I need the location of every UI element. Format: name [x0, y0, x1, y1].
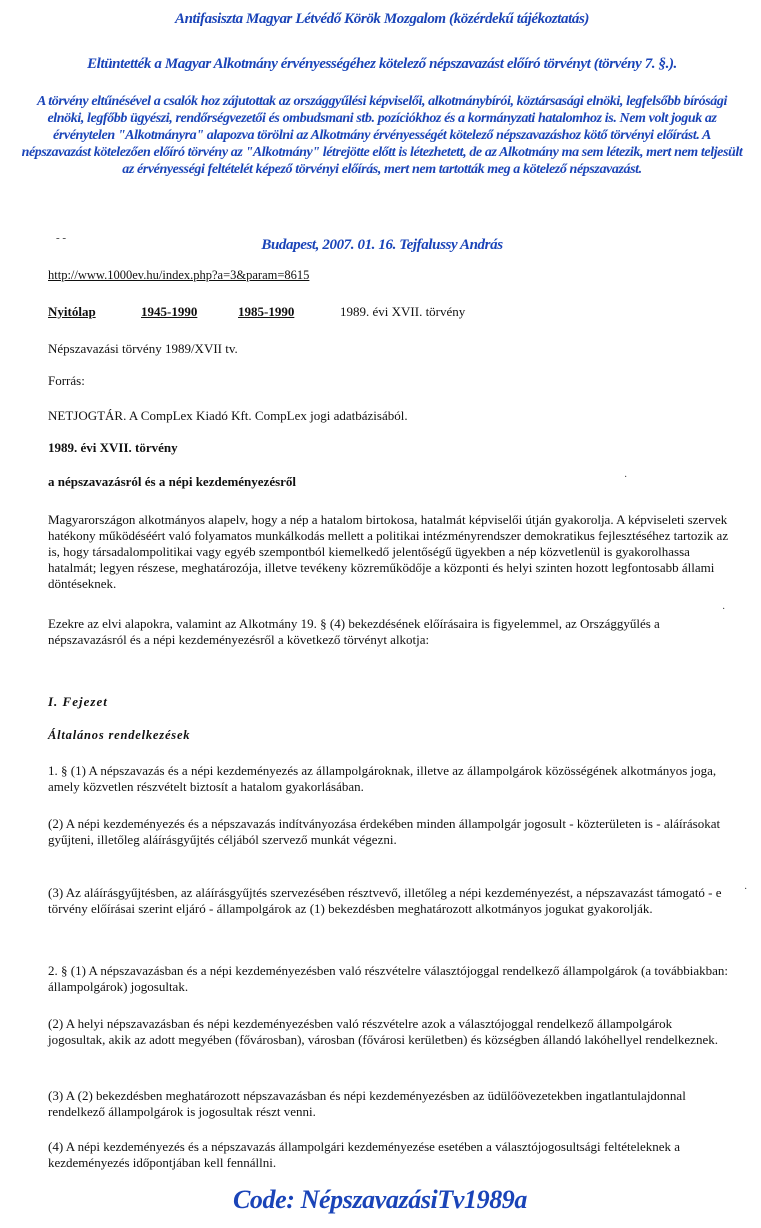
- footer-code: Code: NépszavazásiTv1989a: [232, 1185, 527, 1214]
- section-2-3: (3) A (2) bekezdésben meghatározott népszavazásban és népi kezdeményezésben az üdülőövezetekben ingatlantulajdonnal rendelkező állampolgárok is jogosultak részt venni.: [48, 1088, 686, 1119]
- nav-link-1985-1990[interactable]: 1985-1990: [238, 304, 295, 319]
- intro-paragraph: Magyarországon alkotmányos alapelv, hogy a nép a hatalom birtokosa, hatalmát képviselői útján gyakorolja. A képviseleti szervek hatékony működéséért való folyamatos munkálkodás mellett a politikai intézményrendszer demokratikus fejlesztéséhez tartozik az is, hogy társadalompolitikai vagy egyéb szempontból kiemelkedő jelentőségű ügyekben a nép közvetlenül is gyakorolhassa hatalmát; legyen részese, meghatározója, illetve tevékeny közreműködője a központi és helyi szinten hozott legfontosabb állami döntéseknek.: [48, 512, 729, 591]
- section-1-3: (3) Az aláírásgyűjtésben, az aláírásgyűjtés szervezésében résztvevő, illetőleg a népi kezdeményezést, a népszavazást támogató - e törvény előírásai szerint eljáró - állampolgárok az (1) bekezdésben meghatározott alkotmányos jogukat gyakorolják.: [48, 885, 722, 916]
- section-2-4: (4) A népi kezdeményezés és a népszavazás állampolgári kezdeményezése esetében a választójogosultsági feltételeknek a kezdeményezés időpontjában kell fennállni.: [48, 1139, 681, 1170]
- nav-link-1945-1990[interactable]: 1945-1990: [141, 304, 198, 319]
- speck-mark: ·: [744, 884, 748, 895]
- law-subject: a népszavazásról és a népi kezdeményezésről: [48, 474, 297, 489]
- header-subtitle: Eltüntették a Magyar Alkotmány érvényességéhez kötelező népszavazást előíró törvényt (törvény 7. §.).: [87, 56, 677, 72]
- chapter-heading: I. Fejezet: [48, 694, 108, 709]
- section-2-2: (2) A helyi népszavazásban és népi kezdeményezésben való részvételre azok a választójoggal rendelkező állampolgárok jogosultak, akik az adott megyében (fővárosban), városban (fővárosi kerületben) és községben állandó lakóhellyel rendelkeznek.: [48, 1016, 718, 1047]
- breadcrumb: [48, 304, 730, 320]
- header-title: Antifasiszta Magyar Létvédő Körök Mozgalom (közérdekű tájékoztatás): [174, 11, 590, 27]
- chapter-title: Általános rendelkezések: [48, 728, 191, 742]
- speck-mark: ·: [722, 604, 726, 615]
- law-title: 1989. évi XVII. törvény: [48, 440, 178, 455]
- source-text: NETJOGTÁR. A CompLex Kiadó Kft. CompLex jogi adatbázisából.: [48, 408, 408, 423]
- section-2-1: 2. § (1) A népszavazásban és a népi kezdeményezésben való részvételre választójoggal rendelkező állampolgárok (a továbbiakban: állampolgárok) jogosultak.: [48, 963, 729, 994]
- source-label: Forrás:: [48, 373, 85, 388]
- header-paragraph: A törvény eltűnésével a csalók hoz zájutottak az országgyűlési képviselői, alkotmánybírói, köztársasági elnöki, legfelsőbb bírósági elnöki, legfőbb ügyészi, rendőrségvezetői és ombudsmani stb. pozíciókhoz és a kormányzati hatalomhoz is. Nem volt joguk az érvénytelen "Alkotmányra" alapozva törölni az Alkotmány érvényességét kötelező népszavazáshoz kötő törvényi előírást. A népszavazást kötelezően előíró törvény az "Alkotmány" létrejötte előtt is létezhetett, de az Alkotmány ma sem létezik, mert nem teljesült az érvényességi feltételét képező törvényi előírás, mert nem tartották meg a kötelező népszavazást.: [21, 94, 743, 177]
- source-url-link[interactable]: http://www.1000ev.hu/index.php?a=3&param=8615: [48, 268, 310, 282]
- speck-mark: ·: [624, 472, 628, 483]
- nav-current: 1989. évi XVII. törvény: [340, 304, 466, 319]
- section-1-2: (2) A népi kezdeményezés és a népszavazás indítványozása érdekében minden állampolgár jogosult - közterületen is - aláírásokat gyűjteni, illetőleg aláírásgyűjtés céljából szervező munkát végezni.: [48, 816, 721, 847]
- document-title: Népszavazási törvény 1989/XVII tv.: [48, 341, 238, 356]
- dash-mark: - -: [56, 232, 67, 244]
- section-1-1: 1. § (1) A népszavazás és a népi kezdeményezés az állampolgároknak, illetve az állampolgárok közösségének alkotmányos joga, amely közvetlen részvételt biztosít a hatalom gyakorlásában.: [48, 763, 717, 794]
- header-signature: Budapest, 2007. 01. 16. Tejfalussy András: [261, 237, 503, 253]
- preamble-paragraph: Ezekre az elvi alapokra, valamint az Alkotmány 19. § (4) bekezdésének előírásaira is figyelemmel, az Országgyűlés a népszavazásról és a népi kezdeményezésről a következő törvényt alkotja:: [48, 616, 660, 647]
- nav-link-home[interactable]: Nyitólap: [48, 304, 96, 319]
